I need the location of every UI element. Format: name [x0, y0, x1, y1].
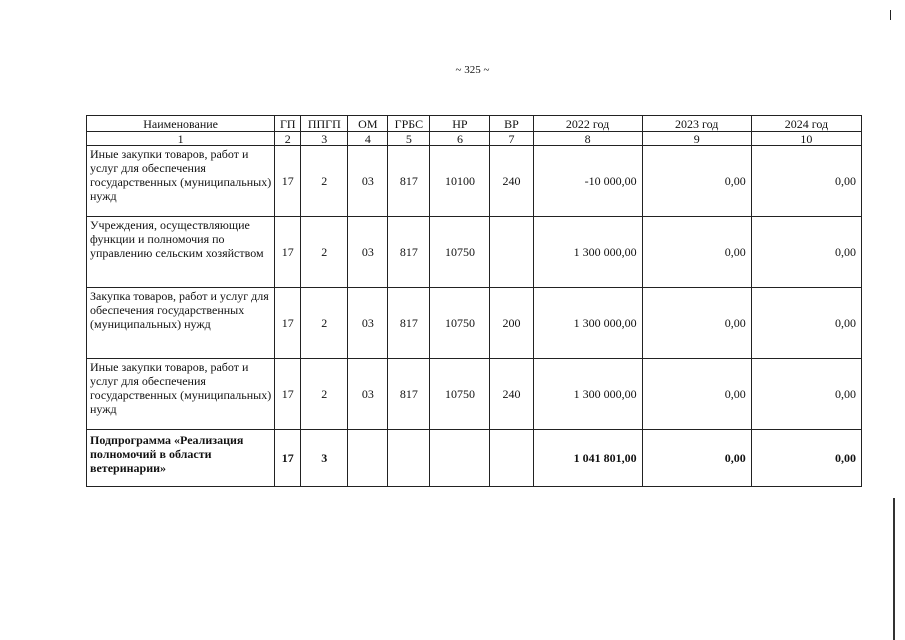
scan-edge-mark-top	[890, 10, 891, 20]
vr-cell: 240	[490, 146, 533, 217]
gp-cell: 17	[275, 217, 301, 288]
gp-cell: 17	[275, 146, 301, 217]
header-cell: ППГП	[301, 116, 348, 132]
amount-2024: 0,00	[751, 359, 861, 430]
column-index-cell: 10	[751, 132, 861, 146]
column-index-cell: 5	[388, 132, 430, 146]
header-cell: 2022 год	[533, 116, 642, 132]
amount-2023: 0,00	[642, 146, 751, 217]
header-cell: ГРБС	[388, 116, 430, 132]
column-index-cell: 9	[642, 132, 751, 146]
nr-cell: 10750	[430, 359, 490, 430]
column-index-row	[87, 132, 862, 146]
header-cell: Наименование	[87, 116, 275, 132]
amount-2023: 0,00	[642, 217, 751, 288]
om-cell	[348, 430, 388, 487]
column-index-cell: 1	[87, 132, 275, 146]
column-index-cell: 3	[301, 132, 348, 146]
page-number: ~ 325 ~	[455, 64, 490, 76]
gp-cell: 17	[275, 430, 301, 487]
column-index-cell: 8	[533, 132, 642, 146]
row-name: Иные закупки товаров, работ и услуг для обеспечения государственных (муниципальных) нужд	[87, 146, 275, 217]
header-cell: 2024 год	[751, 116, 861, 132]
column-index-cell: 6	[430, 132, 490, 146]
ppgp-cell: 2	[301, 288, 348, 359]
table-row	[87, 146, 862, 217]
header-row	[87, 116, 862, 132]
table-row	[87, 288, 862, 359]
header-cell: ВР	[490, 116, 533, 132]
column-index-cell: 4	[348, 132, 388, 146]
gp-cell: 17	[275, 288, 301, 359]
header-cell: ОМ	[348, 116, 388, 132]
ppgp-cell: 2	[301, 146, 348, 217]
vr-cell: 240	[490, 359, 533, 430]
nr-cell: 10750	[430, 217, 490, 288]
nr-cell: 10100	[430, 146, 490, 217]
amount-2023: 0,00	[642, 288, 751, 359]
om-cell: 03	[348, 146, 388, 217]
amount-2024: 0,00	[751, 288, 861, 359]
amount-2022: 1 041 801,00	[533, 430, 642, 487]
amount-2023: 0,00	[642, 359, 751, 430]
ppgp-cell: 2	[301, 359, 348, 430]
om-cell: 03	[348, 217, 388, 288]
amount-2024: 0,00	[751, 146, 861, 217]
amount-2023: 0,00	[642, 430, 751, 487]
row-name: Учреждения, осуществляющие функции и полномочия по управлению сельским хозяйством	[87, 217, 275, 288]
amount-2022: 1 300 000,00	[533, 359, 642, 430]
om-cell: 03	[348, 359, 388, 430]
amount-2022: -10 000,00	[533, 146, 642, 217]
subprogram-row	[87, 430, 862, 487]
ppgp-cell: 2	[301, 217, 348, 288]
vr-cell	[490, 430, 533, 487]
grbs-cell: 817	[388, 217, 430, 288]
header-cell: ГП	[275, 116, 301, 132]
amount-2024: 0,00	[751, 430, 861, 487]
column-index-cell: 2	[275, 132, 301, 146]
header-cell: 2023 год	[642, 116, 751, 132]
row-name: Иные закупки товаров, работ и услуг для обеспечения государственных (муниципальных) нужд	[87, 359, 275, 430]
amount-2022: 1 300 000,00	[533, 217, 642, 288]
vr-cell: 200	[490, 288, 533, 359]
scan-edge-line-right	[893, 498, 895, 640]
vr-cell	[490, 217, 533, 288]
grbs-cell: 817	[388, 288, 430, 359]
amount-2022: 1 300 000,00	[533, 288, 642, 359]
column-index-cell: 7	[490, 132, 533, 146]
ppgp-cell: 3	[301, 430, 348, 487]
row-name: Подпрограмма «Реализация полномочий в области ветеринарии»	[87, 430, 275, 487]
budget-table	[86, 115, 862, 487]
table-row	[87, 217, 862, 288]
om-cell: 03	[348, 288, 388, 359]
grbs-cell: 817	[388, 146, 430, 217]
grbs-cell: 817	[388, 359, 430, 430]
gp-cell: 17	[275, 359, 301, 430]
header-cell: НР	[430, 116, 490, 132]
grbs-cell	[388, 430, 430, 487]
row-name: Закупка товаров, работ и услуг для обеспечения государственных (муниципальных) нужд	[87, 288, 275, 359]
nr-cell: 10750	[430, 288, 490, 359]
table-row	[87, 359, 862, 430]
amount-2024: 0,00	[751, 217, 861, 288]
nr-cell	[430, 430, 490, 487]
